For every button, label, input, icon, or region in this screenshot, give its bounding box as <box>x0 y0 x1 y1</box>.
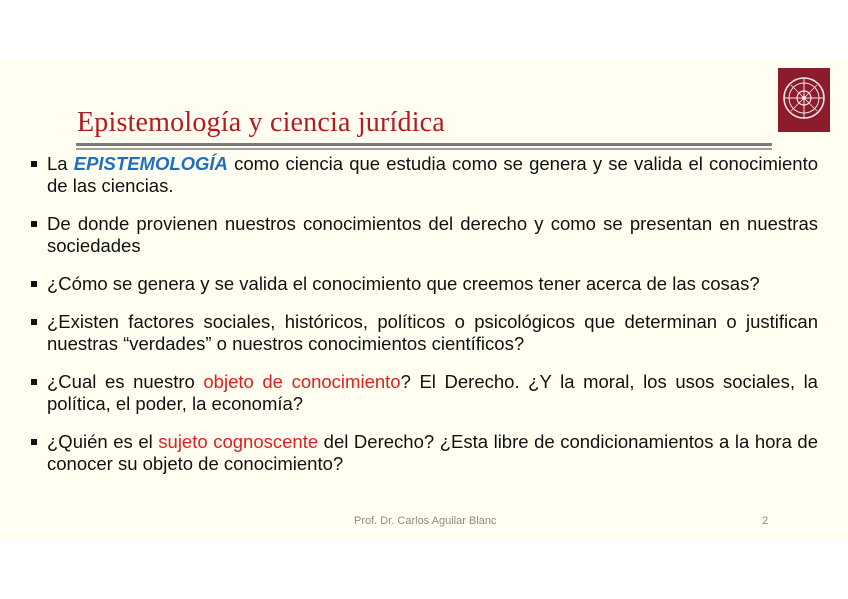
bullet-item <box>31 213 818 257</box>
bullet-item <box>31 311 818 355</box>
bullet-text: ¿Cómo se genera y se valida el conocimiento que creemos tener acerca de las cosas? <box>47 273 760 294</box>
bullet-item <box>31 431 818 475</box>
title-divider-secondary <box>76 148 772 150</box>
slide <box>0 59 848 538</box>
bullet-highlight: objeto de conocimiento <box>203 371 401 392</box>
bullet-highlight: sujeto cognoscente <box>158 431 319 452</box>
page-number: 2 <box>762 515 769 527</box>
footer-author: Prof. Dr. Carlos Aguilar Blanc <box>354 515 497 527</box>
bullet-highlight: EPISTEMOLOGÍA <box>73 153 228 174</box>
bullet-list <box>31 153 818 491</box>
bullet-text: La <box>47 153 74 174</box>
bullet-text: ¿Quién es el <box>47 431 159 452</box>
bullet-text: ¿Existen factores sociales, históricos, políticos o psicológicos que determinan o justifican nuestras “verdades” o nuestros conocimientos científicos? <box>47 311 818 354</box>
bullet-item <box>31 273 818 295</box>
slide-title: Epistemología y ciencia jurídica <box>77 107 445 138</box>
bullet-text: De donde provienen nuestros conocimientos del derecho y como se presentan en nuestras sociedades <box>47 213 818 256</box>
bullet-text: del Derecho? ¿Esta libre de condicionamientos a la hora de conocer su objeto de conocimiento? <box>47 431 818 474</box>
bullet-text: ¿Cual es nuestro <box>47 371 204 392</box>
bullet-item <box>31 153 818 197</box>
bullet-text: como ciencia que estudia como se genera y se valida el conocimiento de las ciencias. <box>47 153 819 196</box>
title-divider <box>76 143 772 146</box>
university-seal-icon <box>778 68 830 132</box>
bullet-item <box>31 371 818 415</box>
bullet-text: ? El Derecho. ¿Y la moral, los usos sociales, la política, el poder, la economía? <box>47 371 818 414</box>
